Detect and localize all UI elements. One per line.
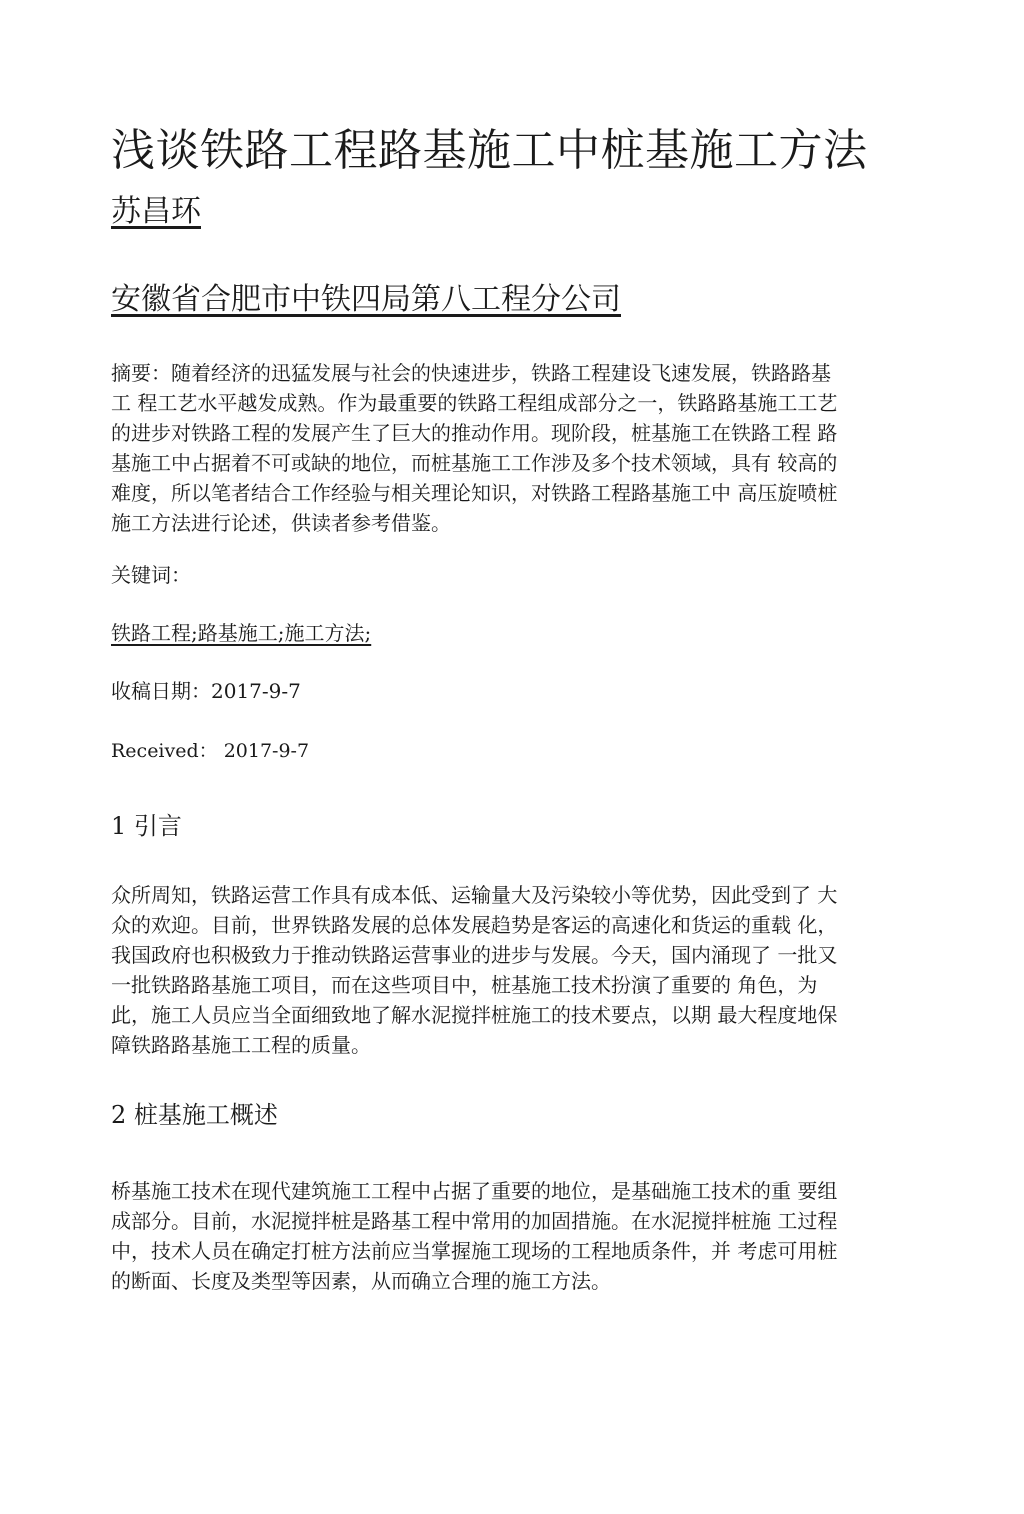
keywords-label: 关键词： — [111, 563, 191, 587]
paragraph-line: 中，技术人员在确定打桩方法前应当掌握施工现场的工程地质条件，并 考虑可用桩 — [111, 1239, 838, 1263]
abstract-line: 的进步对铁路工程的发展产生了巨大的推动作用。现阶段，桩基施工在铁路工程 路 — [111, 421, 838, 445]
paragraph-line: 桥基施工技术在现代建筑施工工程中占据了重要的地位，是基础施工技术的重 要组 — [111, 1179, 838, 1203]
abstract-line: 施工方法进行论述，供读者参考借鉴。 — [111, 511, 451, 535]
overview-paragraph — [111, 1176, 921, 1296]
introduction-paragraph — [111, 880, 921, 1060]
paragraph-line: 一批铁路路基施工项目，而在这些项目中，桩基施工技术扮演了重要的 角色，为 — [111, 973, 818, 997]
abstract-line: 工 程工艺水平越发成熟。作为最重要的铁路工程组成部分之一，铁路路基施工工艺 — [111, 391, 838, 415]
abstract-line: 基施工中占据着不可或缺的地位，而桩基施工工作涉及多个技术领域，具有 较高的 — [111, 451, 838, 475]
received-date-en: Received： 2017-9-7 — [111, 740, 310, 762]
author-name: 苏昌环 — [111, 194, 201, 229]
keywords-values: 铁路工程;路基施工;施工方法; — [111, 621, 372, 645]
paragraph-line: 我国政府也积极致力于推动铁路运营事业的进步与发展。今天，国内涌现了 一批又 — [111, 943, 838, 967]
paragraph-line: 的断面、长度及类型等因素，从而确立合理的施工方法。 — [111, 1269, 611, 1293]
paragraph-line: 众所周知，铁路运营工作具有成本低、运输量大及污染较小等优势，因此受到了 大 — [111, 883, 838, 907]
abstract-line: 难度，所以笔者结合工作经验与相关理论知识，对铁路工程路基施工中 高压旋喷桩 — [111, 481, 838, 505]
section-heading-overview: 2 桩基施工概述 — [111, 1101, 278, 1129]
paper-title: 浅谈铁路工程路基施工中桩基施工方法 — [111, 125, 868, 177]
section-heading-introduction: 1 引言 — [111, 812, 182, 840]
paragraph-line: 障铁路路基施工工程的质量。 — [111, 1033, 371, 1057]
abstract — [111, 358, 921, 538]
received-date-cn: 收稿日期：2017-9-7 — [111, 679, 301, 703]
author-affiliation: 安徽省合肥市中铁四局第八工程分公司 — [111, 282, 621, 317]
paragraph-line: 众的欢迎。目前，世界铁路发展的总体发展趋势是客运的高速化和货运的重载 化， — [111, 913, 838, 937]
paragraph-line: 成部分。目前，水泥搅拌桩是路基工程中常用的加固措施。在水泥搅拌桩施 工过程 — [111, 1209, 838, 1233]
paragraph-line: 此，施工人员应当全面细致地了解水泥搅拌桩施工的技术要点，以期 最大程度地保 — [111, 1003, 838, 1027]
abstract-line: 摘要：随着经济的迅猛发展与社会的快速进步，铁路工程建设飞速发展，铁路路基 — [111, 361, 831, 385]
